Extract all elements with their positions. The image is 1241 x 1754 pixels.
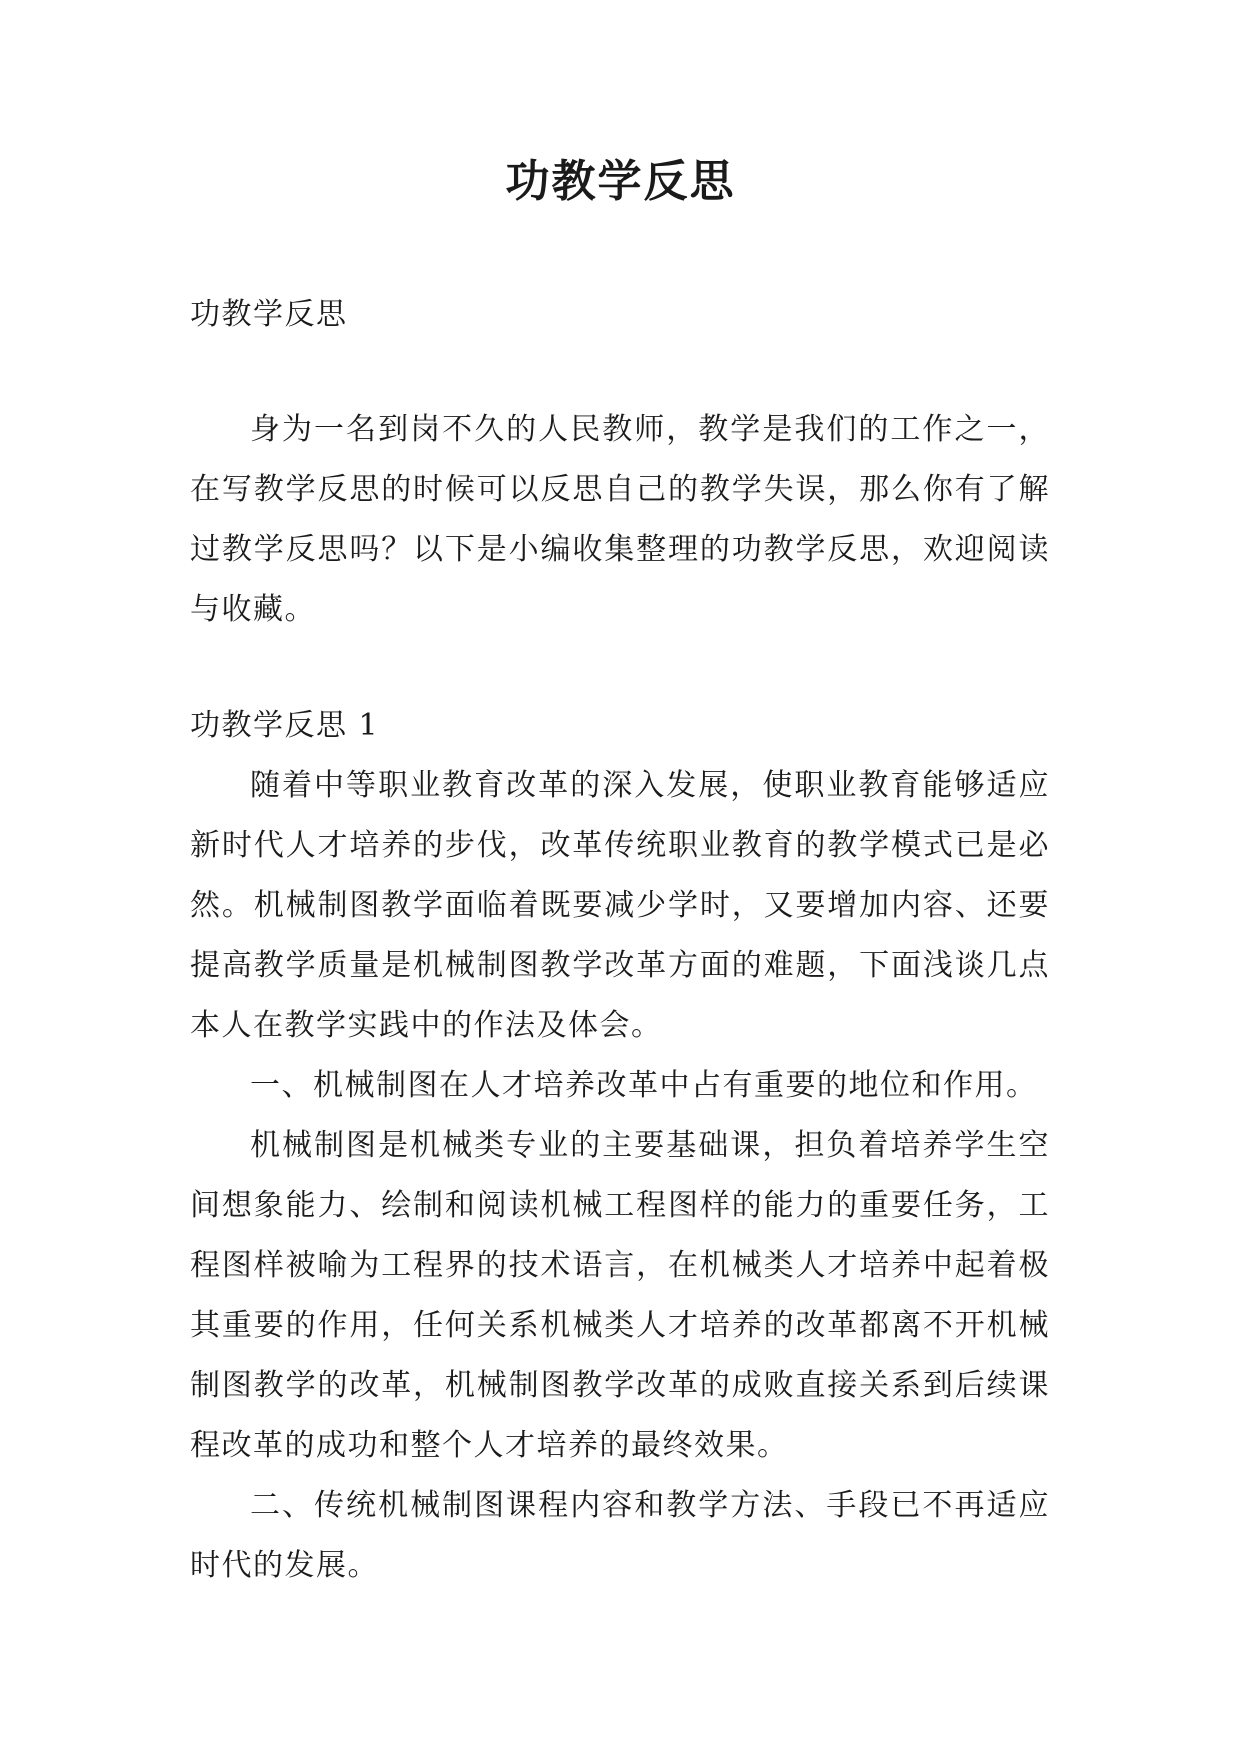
document-title: 功教学反思: [505, 156, 736, 207]
intro-paragraph: 身为一名到岗不久的人民教师，教学是我们的工作之一，在写教学反思的时候可以反思自己的教学失误，那么你有了解过教学反思吗？以下是小编收集整理的功教学反思，欢迎阅读与收藏。: [190, 412, 1050, 627]
body-paragraph: 机械制图是机械类专业的主要基础课，担负着培养学生空间想象能力、绘制和阅读机械工程图样的能力的重要任务，工程图样被喻为工程界的技术语言，在机械类人才培养中起着极其重要的作用，任何关系机械类人才培养的改革都离不开机械制图教学的改革，机械制图教学改革的成败直接关系到后续课程改革的成功和整个人才培养的最终效果。: [190, 1128, 1050, 1463]
body-paragraph: 随着中等职业教育改革的深入发展，使职业教育能够适应新时代人才培养的步伐，改革传统职业教育的教学模式已是必然。机械制图教学面临着既要减少学时，又要增加内容、还要提高教学质量是机械制图教学改革方面的难题，下面浅谈几点本人在教学实践中的作法及体会。: [190, 768, 1050, 1043]
intro-paragraph-block: [190, 400, 1050, 640]
body-paragraph: 二、传统机械制图课程内容和教学方法、手段已不再适应时代的发展。: [190, 1488, 1050, 1583]
body-paragraph: 一、机械制图在人才培养改革中占有重要的地位和作用。: [250, 1068, 1038, 1103]
document-subtitle: 功教学反思: [190, 297, 348, 332]
section-heading: 功教学反思 1: [190, 708, 380, 743]
article-body: [190, 696, 1050, 1596]
